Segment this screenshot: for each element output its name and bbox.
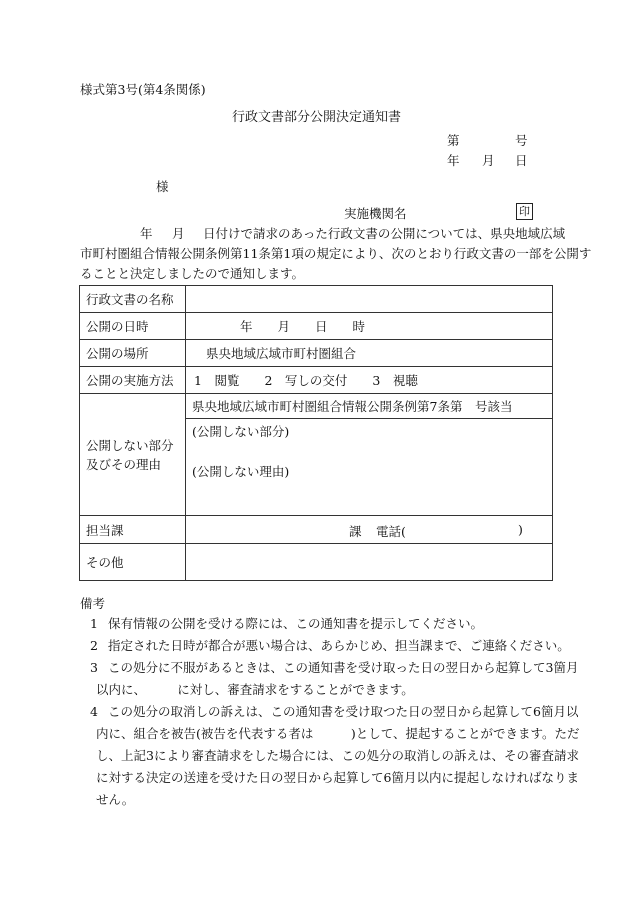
note-3	[90, 657, 579, 701]
note-4-line-1: この処分の取消しの訴えは、この通知書を受け取つた日の翌日から起算して6箇月以	[108, 704, 579, 719]
row-method	[80, 367, 553, 394]
section-phone-close: )	[518, 522, 523, 537]
datetime-value: 年 月 日 時	[186, 313, 553, 340]
withheld-label	[80, 394, 186, 516]
method-label: 公開の実施方法	[80, 367, 186, 394]
withheld-label-line-2: 及びその理由	[86, 456, 162, 472]
other-value	[186, 544, 553, 581]
form-number: 様式第3号(第4条関係)	[80, 82, 206, 97]
section-phone: 電話(	[376, 524, 406, 539]
intro-line-2: 市町村圏組合情報公開条例第11条第1項の規定により、次のとおり行政文書の一部を公開す	[80, 246, 592, 261]
withheld-detail	[186, 418, 552, 515]
note-4-line-4: に対する決定の送達を受けた日の翌日から起算して6箇月以内に提起しなければなりま	[96, 770, 579, 785]
intro-year: 年	[140, 226, 153, 241]
withheld-reason-label: (公開しない理由)	[192, 463, 290, 479]
withheld-inner-table	[186, 394, 552, 515]
withheld-value-cell	[186, 394, 553, 516]
seal-mark: 印	[516, 203, 533, 220]
notes-heading: 備考	[80, 596, 106, 611]
doc-name-value	[186, 286, 553, 313]
note-3-number: 3	[90, 660, 98, 675]
addressee-suffix: 様	[156, 179, 169, 194]
note-3-line-2: 以内に、 に対し、審査請求をすることができます。	[96, 682, 414, 697]
note-4-number: 4	[90, 704, 98, 719]
intro-line-3: ることと決定しましたので通知します。	[80, 266, 305, 281]
doc-number-prefix: 第	[447, 133, 460, 148]
row-other	[80, 544, 553, 581]
other-label: その他	[80, 544, 186, 581]
date-year-label: 年	[447, 153, 460, 168]
note-4-line-5: せん。	[96, 792, 135, 807]
section-label: 担当課	[80, 516, 186, 544]
note-1-number: 1	[90, 616, 98, 631]
place-label: 公開の場所	[80, 340, 186, 367]
doc-number-suffix: 号	[515, 133, 528, 148]
note-2-line-1: 指定された日時が都合が悪い場合は、あらかじめ、担当課まで、ご連絡ください。	[108, 638, 570, 653]
row-datetime	[80, 313, 553, 340]
doc-name-label: 行政文書の名称	[80, 286, 186, 313]
note-3-line-1: この処分に不服があるときは、この通知書を受け取った日の翌日から起算して3箇月	[108, 660, 579, 675]
row-place	[80, 340, 553, 367]
note-4-line-3: し、上記3により審査請求をした場合には、この処分の取消しの訴えは、その審査請求	[96, 748, 579, 763]
date-day-label: 日	[515, 153, 528, 168]
note-2-number: 2	[90, 638, 98, 653]
row-withheld	[80, 394, 553, 516]
note-2	[90, 635, 570, 657]
note-1	[90, 613, 555, 635]
date-month-label: 月	[482, 153, 495, 168]
document-title: 行政文書部分公開決定通知書	[232, 110, 402, 125]
intro-line-1: 日付けで請求のあった行政文書の公開については、県央地域広域	[203, 226, 566, 241]
disclosure-table	[79, 285, 553, 581]
withheld-part-label: (公開しない部分)	[192, 423, 290, 439]
section-value	[186, 516, 553, 544]
method-value: 1 閲覧 2 写しの交付 3 視聴	[186, 367, 553, 394]
note-4	[90, 701, 580, 811]
intro-month: 月	[172, 226, 185, 241]
note-1-line-1: 保有情報の公開を受ける際には、この通知書を提示してください。	[108, 616, 484, 631]
datetime-label: 公開の日時	[80, 313, 186, 340]
row-section	[80, 516, 553, 544]
note-4-line-2: 内に、組合を被告(被告を代表する者は )として、提起することができます。ただ	[96, 726, 580, 741]
withheld-clause: 県央地域広域市町村圏組合情報公開条例第7条第 号該当	[186, 394, 552, 418]
place-value: 県央地域広域市町村圏組合	[186, 340, 553, 367]
withheld-label-line-1: 公開しない部分	[86, 437, 174, 453]
section-ka: 課	[349, 524, 362, 539]
row-document-name	[80, 286, 553, 313]
agency-label: 実施機関名	[344, 206, 407, 221]
